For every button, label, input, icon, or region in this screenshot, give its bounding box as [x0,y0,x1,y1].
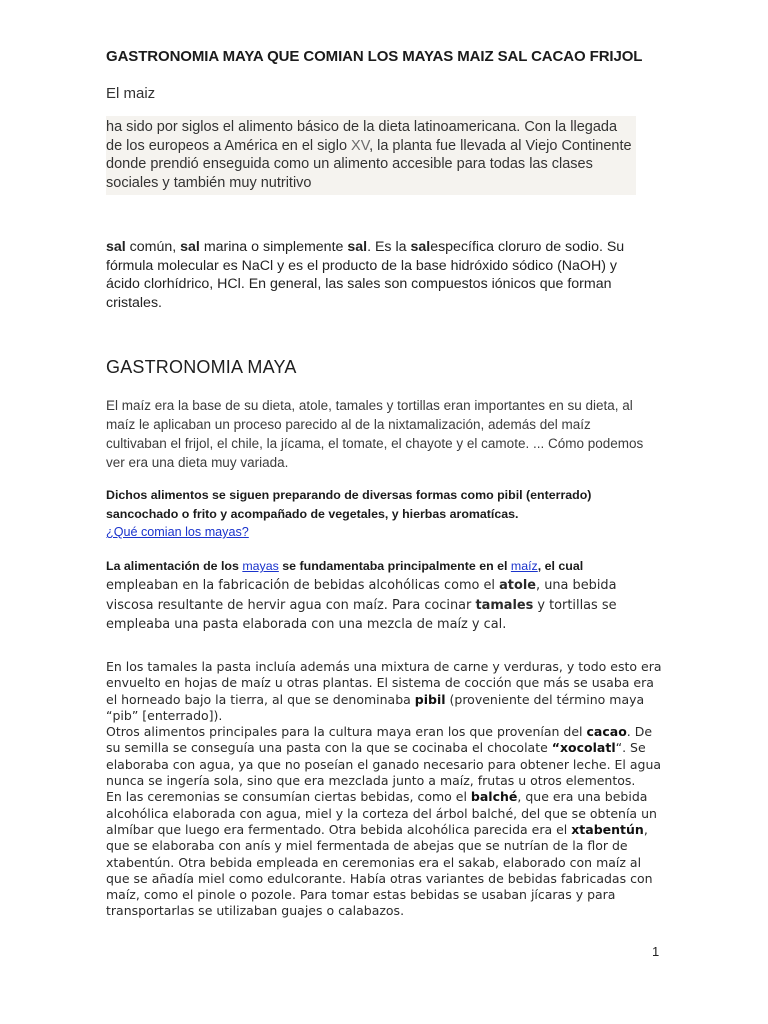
sal-paragraph [106,238,646,312]
food-lead-text: se fundamentaba principalmente en el [278,559,511,573]
cacao-word: cacao [586,724,627,740]
maya-food-link[interactable]: ¿Qué comian los mayas? [106,525,249,539]
dishes-paragraph: Dichos alimentos se siguen preparando de diversas formas como pibil (enterrado) sancochado o frito y acompañado de vegetales, y hierbas aromatícas. [106,488,592,521]
maiz-heading: El maiz [106,85,156,102]
sal-word: sal [347,239,368,255]
tamales-word: tamales [475,597,534,613]
food-text: y tortillas se empleaba una pasta elaborada con una mezcla de maíz y cal. [106,597,617,632]
long-text-block [106,659,666,920]
cacao-text: “. Se elaboraba con agua, ya que no poseían el ganado necesario para obtener leche. El agua nunca se ingería sola, sino que era mezclada junto a maíz, frutas u otros elementos. [106,740,662,789]
food-lead-text: , el cual [537,559,584,573]
maiz-paragraph [106,116,636,195]
mayas-link[interactable]: mayas [242,559,279,573]
balche-word: balché [470,789,518,805]
food-text: empleaban en la fabricación de bebidas alcohólicas como el [106,578,500,594]
food-lead-text: La alimentación de los [106,559,243,573]
cacao-text: Otros alimentos principales para la cultura maya eran los que provenían del [106,724,587,740]
section-heading: GASTRONOMIA MAYA [106,357,297,377]
page-number: 1 [652,944,660,959]
sal-text: específica cloruro de sodio. Su fórmula molecular es NaCl y es el producto de la base hidróxido sódico (NaOH) y ácido clorhídrico, HCl. En general, las sales son compuestos iónicos que forman cristales. [106,239,625,311]
sal-word: sal [106,239,126,255]
tamales-text: (proveniente del término maya “pib” [enterrado]). [106,691,645,723]
sal-text: común, [125,239,181,255]
ceremonies-text: , que se elaboraba con anís y miel fermentada de abejas que se nutrían de la flor de xtabentún. Otra bebida empleada en ceremonias era el sakab, elaborado con maíz al que se añadía miel como edulcorante. Había otras variantes de bebidas fabricadas con maíz, como el pinole o pozole. Para tomar estas bebidas se usaban jícaras y para transportarlas se utilizaban guajes o calabazos. [106,821,653,919]
diet-paragraph: El maíz era la base de su dieta, atole, tamales y tortillas eran importantes en su dieta, al maíz le aplicaban un proceso parecido al de la nixtamalización, además del maíz cultivaban el frijol, el chile, la jícama, el tomate, el chayote y el camote. ... Cómo podemos ver era una dieta muy variada. [106,398,644,470]
pibil-word: pibil [414,691,446,707]
sal-text: marina o simplemente [199,239,348,255]
maiz-para-text-1: ha sido por siglos el alimento básico de la dieta latinoamericana. Con la llegada de los europeos a América en el siglo [106,119,618,154]
food-paragraph [106,557,654,634]
ceremonies-paragraph [106,789,666,919]
ceremonies-text: En las ceremonias se consumían ciertas bebidas, como el [106,789,471,805]
cacao-text: . De su semilla se conseguía una pasta con la que se cocinaba el chocolate [106,724,653,756]
xocolatl-word: “xocolatl [551,740,616,756]
food-text: , una bebida viscosa resultante de hervir agua con maíz. Para cocinar [106,578,617,613]
tamales-text: En los tamales la pasta incluía además una mixtura de carne y verduras, y todo esto era envuelto en hojas de maíz u otras plantas. El sistema de cocción que más se usaba era el horneado bajo la tierra, al que se denominaba [106,659,662,707]
sal-word: sal [180,239,200,255]
maiz-link[interactable]: maíz [510,559,538,573]
cacao-paragraph [106,724,666,789]
xtabentun-word: xtabentún [571,821,644,837]
sal-text: . Es la [367,239,411,255]
sal-word: sal [410,239,431,255]
ceremonies-text: , que era una bebida alcohólica elaborada con agua, miel y la corteza del árbol balché, del que se obtenía un almíbar que luego era fermentado. Otra bebida alcohólica parecida era el [106,789,657,837]
maiz-para-century: XV [351,137,370,154]
document-title: GASTRONOMIA MAYA QUE COMIAN LOS MAYAS MAIZ SAL CACAO FRIJOL [106,48,643,65]
tamales-paragraph [106,659,666,724]
maiz-para-text-2: , la planta fue llevada al Viejo Continente donde prendió enseguida como un alimento accesible para todas las clases sociales y también muy nutritivo [106,137,632,191]
atole-word: atole [499,578,536,594]
